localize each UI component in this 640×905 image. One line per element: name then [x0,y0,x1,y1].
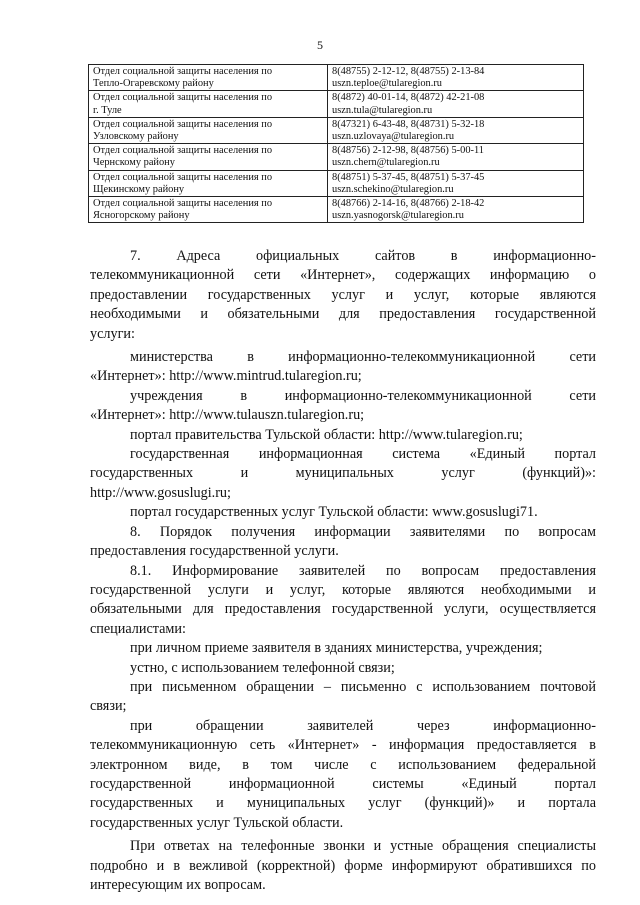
paragraph-8-1-line: специалистами: [90,620,186,637]
regional-portal-line: портал государственных услуг Тульской области: www.gosuslugi71. [130,504,538,521]
office-contacts-cell [328,144,584,170]
unified-portal-line: государственная информационная система «Единый портал [130,446,596,463]
office-name-cell [89,170,328,196]
page-number: 5 [317,38,323,52]
ministry-site-line: министерства в информационно-телекоммуникационной сети [130,349,596,366]
written-request-line: при письменном обращении – письменно с использованием почтовой [130,678,596,695]
ministry-site-line: «Интернет»: http://www.mintrud.tularegion.ru; [90,368,362,385]
office-name-cell [89,117,328,143]
office-row [89,117,584,143]
office-contacts-cell [328,117,584,143]
office-phones: 8(4872) 40-01-14, 8(4872) 42-21-08 [332,92,485,104]
office-row [89,91,584,117]
office-row [89,197,584,223]
written-request-line: связи; [90,698,127,715]
office-name-line: Отдел социальной защиты населения по [93,145,273,157]
office-name-cell [89,65,328,91]
office-row [89,170,584,196]
paragraph-8-1-line: 8.1. Информирование заявителей по вопросам предоставления [130,562,596,579]
paragraph-8-line: предоставления государственной услуги. [90,543,339,560]
internet-request-line: электронном виде, в том числе с использованием федеральной [90,756,596,773]
institution-site-line: «Интернет»: http://www.tulauszn.tularegion.ru; [90,407,365,424]
office-name-line: Чернскому району [93,157,175,169]
office-contacts-cell [328,91,584,117]
office-phones: 8(48766) 2-14-16, 8(48766) 2-18-42 [332,198,485,210]
office-name-line: г. Туле [93,104,122,116]
office-name-line: Отдел социальной защиты населения по [93,66,273,77]
office-name-cell [89,91,328,117]
office-row [89,65,584,91]
office-name-line: Ясногорскому району [93,210,190,222]
office-name-line: Узловскому району [93,131,179,143]
answers-paragraph-line: При ответах на телефонные звонки и устные обращения специалисты [130,838,596,855]
answers-paragraph-line: подробно и в вежливой (корректной) форме информируют обратившихся по [90,857,596,874]
internet-request-line: государственных и муниципальных услуг (функций)» и портала [90,795,596,812]
paragraph-7-line: телекоммуникационной сети «Интернет», содержащих информацию о [90,267,596,284]
office-phones: 8(48751) 5-37-45, 8(48751) 5-37-45 [332,171,485,183]
office-name-line: Отдел социальной защиты населения по [93,198,273,210]
paragraph-7-line: услуги: [90,325,135,342]
paragraph-7-line: 7. Адреса официальных сайтов в информационно- [130,248,596,264]
answers-paragraph-line: интересующим их вопросам. [90,877,266,893]
internet-request-line: при обращении заявителей через информационно- [130,717,596,734]
personal-reception-line: при личном приеме заявителя в зданиях министерства, учреждения; [130,640,543,657]
paragraph-8-line: 8. Порядок получения информации заявителями по вопросам [130,523,596,540]
internet-request-line: телекоммуникационную сеть «Интернет» - информация предоставляется в [90,737,596,754]
government-portal-line: портал правительства Тульской области: http://www.tularegion.ru; [130,426,523,443]
office-email: uszn.uzlovaya@tularegion.ru [332,131,455,143]
internet-request-line: государственной информационной системы «Единый портал [90,775,596,792]
office-name-line: Отдел социальной защиты населения по [93,171,273,183]
office-email: uszn.schekino@tularegion.ru [332,183,454,195]
paragraph-8-1-line: государственной услуги и услуг, которые являются необходимыми и [90,581,596,598]
office-name-cell [89,197,328,223]
office-name-cell [89,144,328,170]
unified-portal-line: государственных и муниципальных услуг (функций)»: [90,465,596,482]
office-contacts-cell [328,170,584,196]
office-name-line: Щекинскому району [93,183,185,195]
paragraph-7-line: необходимыми и обязательными для предоставления государственной [90,306,596,323]
unified-portal-line: http://www.gosuslugi.ru; [90,484,231,501]
office-name-line: Отдел социальной защиты населения по [93,118,273,130]
internet-request-line: государственных услуг Тульской области. [90,814,344,831]
office-email: uszn.yasnogorsk@tularegion.ru [332,210,464,222]
office-row [89,144,584,170]
office-phones: 8(47321) 6-43-48, 8(48731) 5-32-18 [332,118,485,130]
office-name-line: Тепло-Огаревскому району [93,78,214,90]
paragraph-8-1-line: обязательными для предоставления государственной услуги, осуществляется [90,601,596,618]
document-body [90,247,596,895]
institution-site-line: учреждения в информационно-телекоммуникационной сети [130,387,596,404]
office-email: uszn.teploe@tularegion.ru [332,78,442,90]
office-email: uszn.tula@tularegion.ru [332,104,433,116]
phone-line: устно, с использованием телефонной связи; [130,659,395,676]
office-email: uszn.chern@tularegion.ru [332,157,440,169]
office-phones: 8(48756) 2-12-98, 8(48756) 5-00-11 [332,145,484,157]
office-contacts-cell [328,65,584,91]
paragraph-7-line: предоставлении государственных услуг и услуг, которые являются [90,286,596,303]
office-contacts-cell [328,197,584,223]
offices-contacts-table [88,64,584,223]
office-name-line: Отдел социальной защиты населения по [93,92,273,104]
office-phones: 8(48755) 2-12-12, 8(48755) 2-13-84 [332,66,485,77]
